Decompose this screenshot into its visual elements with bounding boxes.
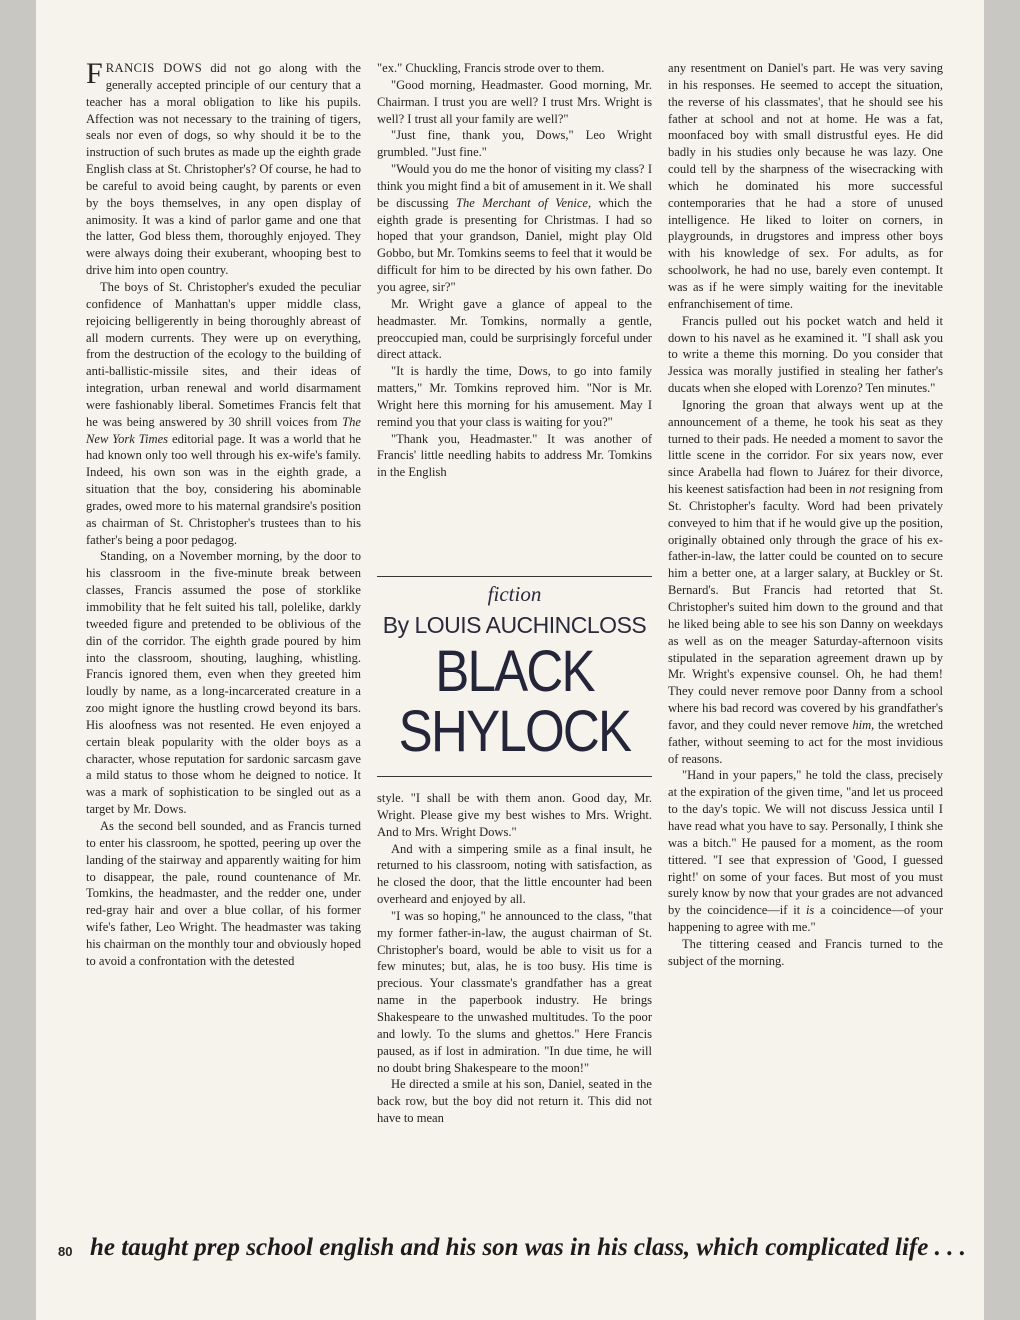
- byline: By LOUIS AUCHINCLOSS: [382, 612, 647, 638]
- paragraph: Mr. Wright gave a glance of appeal to the headmaster. Mr. Tomkins, normally a gentle, preoccupied man, could be surprisingly forceful under direct attack.: [377, 296, 652, 362]
- page-footer: [58, 1234, 966, 1274]
- paragraph: Francis pulled out his pocket watch and held it down to his navel as he examined it. "I shall ask you to write a theme this morning. Do you consider that Jessica was morally justified in stealing her father's ducats when she eloped with Lorenzo? Ten minutes.": [668, 313, 943, 396]
- footer-tagline: he taught prep school english and his son was in his class, which complicated life . . .: [90, 1234, 966, 1261]
- paragraph: Ignoring the groan that always went up at the announcement of a theme, he took his seat as they turned to their pads. He needed a moment to savor the little scene in the corridor. For six years now, ever since Arabella had flown to Juárez for their divorce, his keenest satisfaction had been in not resigning from St. Christopher's faculty. Word had been privately conveyed to him that if he would give up the position, originally obtained only through the grace of his ex-father-in-law, the latter could be counted on to secure him a better one, at a larger salary, at Buckley or St. Bernard's. But Francis had retorted that St. Christopher's suited him down to the ground and that he liked being able to see his son Danny on weekdays as well as on the meager Saturday-afternoon visits stipulated in the separation agreement drawn up by Mr. Wright's expensive counsel. Oh, he had them! They could never remove poor Danny from a school where his bad record was covered by his grandfather's favor, and they could never remove him, the wretched father, without seeming to act for the most invidious of reasons.: [668, 397, 943, 766]
- paragraph: "Would you do me the honor of visiting my class? I think you might find a bit of amusement in it. We shall be discussing The Merchant of Venice, which the eighth grade is presenting for Christmas. I had so hoped that your grandson, Daniel, might play Old Gobbo, but Mr. Tomkins seems to feel that it would be difficult for him to be directed by his own father. Do you agree, sir?": [377, 162, 653, 294]
- drop-cap: F: [86, 57, 103, 90]
- paragraph: any resentment on Daniel's part. He was very saving in his responses. He seemed to accept the situation, the reverse of his classmates', that he should see his father at school and not at home. He was a fat, moonfaced boy with small distrustful eyes. He did badly in his studies only because he was lazy. One could tell by the sharpness of the wisecracking with which he dominated his more successful contemporaries that he had a store of unused intelligence. He liked to loiter on corners, in playgrounds, in drugstores and impress other boys with his knowledge of sex. For adults, as for schoolwork, he had no use, barely even contempt. It was as if he were simply waiting for the inevitable enfranchisement of time.: [668, 61, 943, 311]
- article-column-1: [86, 57, 361, 970]
- top-rule: [377, 576, 652, 577]
- paragraph: "ex." Chuckling, Francis strode over to them.: [377, 61, 605, 75]
- article-column-3: [668, 60, 943, 970]
- paragraph: FRANCIS DOWS did not go along with the generally accepted principle of our century that a teacher has a moral obligation to like his pupils. Affection was not necessary to the training of tigers, seals nor even of dogs, so why should it be to the instruction of such brutes as made up the eighth grade English class at St. Christopher's? Of course, he had to be careful to avoid being caught, by parents or even by the boys themselves, in any open display of animosity. It was a kind of parlor game and one that the latter, God bless them, thoroughly enjoyed. They were always doing their exuberant, whooping best to drive him into open country.: [86, 57, 361, 278]
- page-number: 80: [58, 1244, 73, 1259]
- story-title-block: [377, 576, 652, 780]
- paragraph: And with a simpering smile as a final insult, he returned to his classroom, noting with satisfaction, as he closed the door, that the little encounter had been overheard and enjoyed by all.: [377, 841, 652, 907]
- paragraph: "Hand in your papers," he told the class, precisely at the expiration of the given time, "and let us proceed to the day's topic. We will not discuss Jessica until I have read what you have to say. Personally, I think she was a bitch." He paused for a moment, as the room tittered. "I see that expression of 'Good, I guessed right!' on some of your faces. But most of you must surely know by now that your grades are not advanced by the coincidence—if it is a coincidence—of your happening to agree with me.": [668, 768, 944, 935]
- paragraph: The boys of St. Christopher's exuded the peculiar confidence of Manhattan's upper middle class, rejoicing belligerently in being thoroughly abreast of all modern currents. They were up on everything, from the destruction of the ecology to the building of anti-ballistic-missile sites, and their ideas of integration, urban renewal and world disarmament were fashionably liberal. Sometimes Francis felt that he was being answered by 30 shrill voices from The New York Times editorial page. It was a world that he had known only too well through his ex-wife's family. Indeed, his own son was in the eighth grade, a situation that the boy, considering his abominable grades, owed more to his maternal grandsire's position as chairman of St. Christopher's trustees than to his father's being a poor pedagog.: [86, 279, 361, 547]
- paragraph: Standing, on a November morning, by the door to his classroom in the five-minute break between classes, Francis assumed the pose of storklike immobility that he felt suited his tall, polelike, darkly tweeded figure and pretended to be oblivious of the din of the corridor. The eighth grade poured by him into the classroom, shouting, laughing, whistling. Francis ignored them, even when they greeted him loudly by name, as a long-incarcerated creature in a zoo might ignore the hustling crowd beyond its bars. His aloofness was not resented. He even enjoyed a certain bleak popularity with the older boys as a character, whose reputation for sardonic sarcasm gave a mild status to those whom he deigned to notice. It was a mark of sophistication to be singled out as a target by Mr. Dows.: [86, 549, 361, 817]
- lead-in: RANCIS DOWS: [105, 61, 203, 75]
- section-label: fiction: [487, 582, 542, 606]
- paragraph: The tittering ceased and Francis turned to the subject of the morning.: [668, 936, 943, 968]
- paragraph: "Just fine, thank you, Dows," Leo Wright grumbled. "Just fine.": [377, 128, 652, 160]
- story-title: [394, 639, 636, 764]
- story-title-line-2: SHYLOCK: [398, 699, 631, 764]
- paragraph: "It is hardly the time, Dows, to go into family matters," Mr. Tomkins reproved him. "Nor is Mr. Wright here this morning for his amusement. May I remind you that your class is waiting for you?": [377, 364, 652, 429]
- paragraph: style. "I shall be with them anon. Good day, Mr. Wright. Please give my best wishes to Mrs. Wright. And to Mrs. Wright Dows.": [377, 791, 652, 839]
- story-title-line-1: BLACK: [435, 639, 594, 704]
- bottom-rule: [377, 776, 652, 777]
- paragraph: He directed a smile at his son, Daniel, seated in the back row, but the boy did not return it. This did not have to mean: [377, 1077, 652, 1126]
- article-column-2: [377, 60, 652, 481]
- article-column-2-continued: [377, 790, 652, 1127]
- paragraph: "Thank you, Headmaster." It was another of Francis' little needling habits to address Mr. Tomkins in the English: [377, 431, 652, 480]
- paragraph: As the second bell sounded, and as Francis turned to enter his classroom, he spotted, peering up over the landing of the stairway and apparently waiting for him to disappear, the pale, round countenance of Mr. Tomkins, the headmaster, and the redder one, under red-gray hair and over a blue collar, of his former wife's father, Leo Wright. The headmaster was taking his chairman on the monthly tour and obviously hoped to avoid a confrontation with the detested: [86, 818, 361, 968]
- paragraph: "Good morning, Headmaster. Good morning, Mr. Chairman. I trust you are well? I trust Mrs. Wright is well? I trust all your family are well?": [377, 77, 652, 126]
- paragraph: "I was so hoping," he announced to the class, "that my former father-in-law, the august chairman of St. Christopher's board, would be able to visit us for a few minutes; but, alas, he is too busy. His time is precious. Your classmate's grandfather has a great name in the paperbook industry. He brings Shakespeare to the unwashed multitudes. To the poor and lowly. To the slums and ghettos." Here Francis paused, as if lost in admiration. "In due time, he will no doubt bring Shakespeare to the moon!": [377, 908, 652, 1075]
